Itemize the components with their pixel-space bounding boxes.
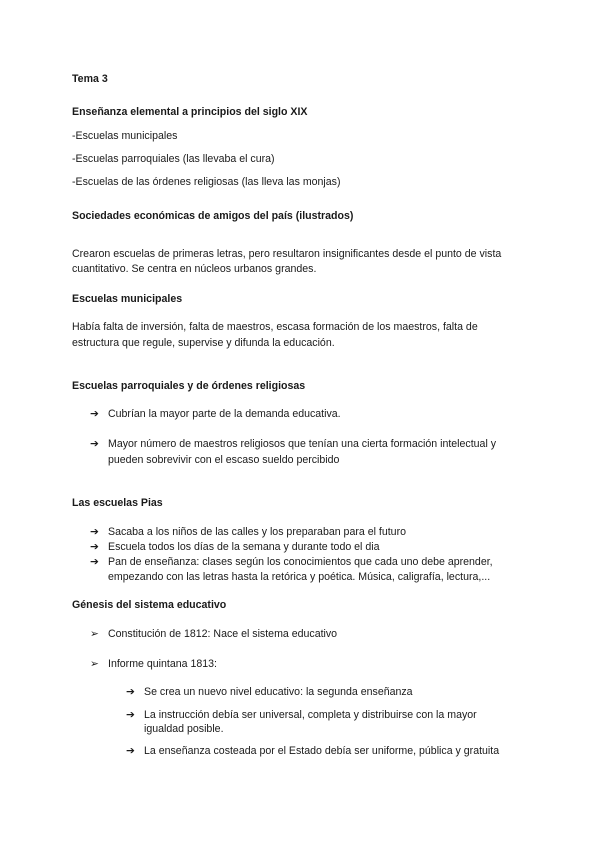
list-item: Sacaba a los niños de las calles y los preparaban para el futuro <box>108 526 406 538</box>
list-item: igualdad posible. <box>144 723 224 735</box>
list-item: empezando con las letras hasta la retórica y poética. Música, caligrafía, lectura,... <box>108 571 491 583</box>
heading-escuelas-municipales: Escuelas municipales <box>72 293 183 305</box>
paragraph-line: estructura que regule, supervise y difunda la educación. <box>72 337 335 349</box>
arrow-bullet-icon: ➔ <box>126 709 135 721</box>
list-item: Se crea un nuevo nivel educativo: la segunda enseñanza <box>144 686 413 698</box>
list-item: Cubrían la mayor parte de la demanda educativa. <box>108 408 341 420</box>
list-item: La enseñanza costeada por el Estado debía ser uniforme, pública y gratuita <box>144 745 500 757</box>
arrow-bullet-icon: ➔ <box>90 541 99 553</box>
heading-escuelas-parroquiales: Escuelas parroquiales y de órdenes religiosas <box>72 380 306 392</box>
arrow-bullet-icon: ➔ <box>90 438 99 450</box>
heading-escuelas-pias: Las escuelas Pias <box>72 497 163 509</box>
page-title: Tema 3 <box>72 73 108 85</box>
arrow-bullet-icon: ➔ <box>90 556 99 568</box>
heading-genesis-sistema: Génesis del sistema educativo <box>72 599 227 611</box>
arrow-bullet-icon: ➔ <box>90 526 99 538</box>
list-item: La instrucción debía ser universal, completa y distribuirse con la mayor <box>144 709 477 721</box>
list-item: -Escuelas parroquiales (las llevaba el cura) <box>72 153 275 165</box>
triangle-bullet-icon: ➢ <box>90 628 99 640</box>
paragraph-line: Crearon escuelas de primeras letras, pero resultaron insignificantes desde el punto de vista <box>72 248 502 260</box>
heading-ensenanza-elemental: Enseñanza elemental a principios del siglo XIX <box>72 106 308 118</box>
paragraph-line: cuantitativo. Se centra en núcleos urbanos grandes. <box>72 263 317 275</box>
list-item: Informe quintana 1813: <box>108 658 217 670</box>
triangle-bullet-icon: ➢ <box>90 658 99 670</box>
list-item: pueden sobrevivir con el escaso sueldo percibido <box>108 454 340 466</box>
list-item: Pan de enseñanza: clases según los conocimientos que cada uno debe aprender, <box>108 556 493 568</box>
list-item: Constitución de 1812: Nace el sistema educativo <box>108 628 338 640</box>
heading-sociedades-economicas: Sociedades económicas de amigos del país (ilustrados) <box>72 210 354 222</box>
arrow-bullet-icon: ➔ <box>126 745 135 757</box>
paragraph-line: Había falta de inversión, falta de maestros, escasa formación de los maestros, falta de <box>72 321 478 333</box>
list-item: -Escuelas de las órdenes religiosas (las lleva las monjas) <box>72 176 341 188</box>
list-item: Mayor número de maestros religiosos que tenían una cierta formación intelectual y <box>108 438 497 450</box>
list-item: -Escuelas municipales <box>72 130 178 142</box>
list-item: Escuela todos los días de la semana y durante todo el dia <box>108 541 380 553</box>
arrow-bullet-icon: ➔ <box>90 408 99 420</box>
arrow-bullet-icon: ➔ <box>126 686 135 698</box>
